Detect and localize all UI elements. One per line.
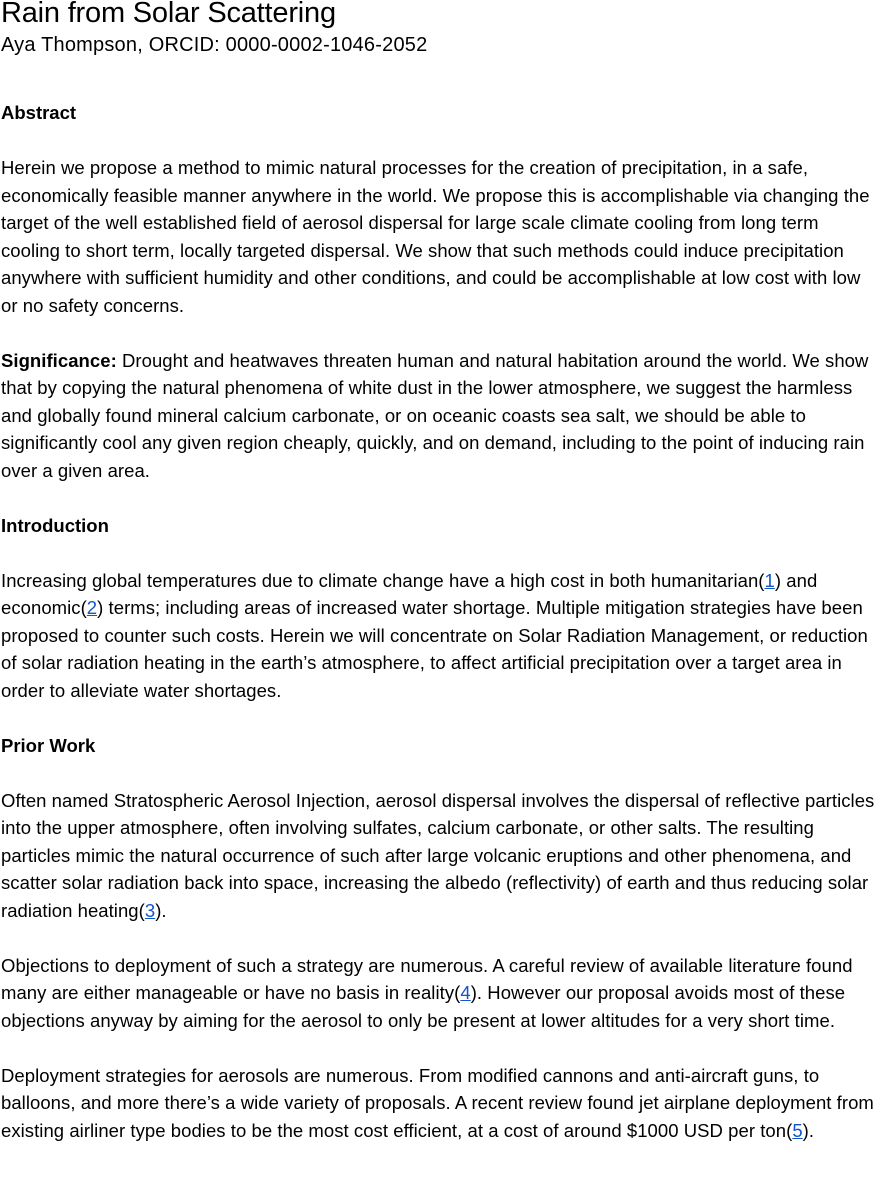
reference-link-2[interactable]: 2: [86, 597, 98, 618]
paper-title: Rain from Solar Scattering: [1, 0, 336, 29]
spacer: [1, 704, 880, 732]
prior-work-paragraph-1: [1, 787, 880, 925]
prior-work-paragraph-2: [1, 952, 880, 1035]
spacer: [1, 484, 880, 512]
prior-work-text-3a: Deployment strategies for aerosols are numerous. From modified cannons and anti-aircraft guns, to balloons, and more there’s a wide variety of proposals. A recent review found jet airplane deployment from existing airliner type bodies to be the most cost efficient, at a cost of around $1000 USD per ton(: [1, 1064, 874, 1141]
intro-text-3: ) terms; including areas of increased water shortage. Multiple mitigation strategies have been proposed to counter such costs. Herein we will concentrate on Solar Radiation Management, or reduction of solar radiation heating in the earth’s atmosphere, to affect artificial precipitation over a target area in order to alleviate water shortages.: [1, 597, 868, 701]
prior-work-paragraph-3: [1, 1062, 880, 1145]
spacer: [1, 319, 880, 347]
reference-link-3[interactable]: 3: [144, 899, 156, 921]
author-line: Aya Thompson, ORCID: 0000-0002-1046-2052: [1, 34, 428, 56]
prior-work-heading: Prior Work: [1, 734, 96, 756]
intro-text-1: Increasing global temperatures due to climate change have a high cost in both humanitarian(: [1, 569, 765, 591]
reference-link-1[interactable]: 1: [764, 569, 775, 591]
abstract-paragraph: Herein we propose a method to mimic natural processes for the creation of precipitation, in a safe, economically feasible manner anywhere in the world. We propose this is accomplishable via changing the target of the well established field of aerosol dispersal for large scale climate cooling from long term cooling to short term, locally targeted dispersal. We show that such methods could induce precipitation anywhere with sufficient humidity and other conditions, and could be accomplishable at low cost with low or no safety concerns.: [1, 157, 870, 316]
prior-work-text-3b: ).: [802, 1119, 815, 1141]
significance-text: Drought and heatwaves threaten human and natural habitation around the world. We show that by copying the natural phenomena of white dust in the lower atmosphere, we suggest the harmless and globally found mineral calcium carbonate, or on oceanic coasts sea salt, we should be able to significantly cool any given region cheaply, quickly, and on demand, including to the point of inducing rain over a given area.: [1, 349, 869, 481]
spacer: [1, 58, 880, 99]
intro-text-2: ) and economic(: [1, 569, 818, 618]
prior-work-text-2a: Objections to deployment of such a strategy are numerous. A careful review of available literature found many are either manageable or have no basis in reality(: [1, 954, 853, 1003]
prior-work-text-1b: ).: [155, 899, 167, 921]
introduction-heading: Introduction: [1, 514, 109, 536]
spacer: [1, 1034, 880, 1062]
significance-label: Significance:: [1, 349, 117, 371]
prior-work-text-2b: ). However our proposal avoids most of these objections anyway by aiming for the aerosol to only be present at lower altitudes for a very short time.: [1, 982, 846, 1031]
prior-work-text-1a: Often named Stratospheric Aerosol Injection, aerosol dispersal involves the dispersal of reflective particles into the upper atmosphere, often involving sulfates, calcium carbonate, or other salts. The resulting particles mimic the natural occurrence of such after large volcanic eruptions and other phenomena, and scatter solar radiation back into space, increasing the albedo (reflectivity) of earth and thus reducing solar radiation heating(: [1, 789, 875, 921]
introduction-paragraph: [1, 567, 880, 705]
spacer: [1, 127, 880, 155]
spacer: [1, 539, 880, 567]
significance-paragraph: [1, 347, 880, 485]
reference-link-4[interactable]: 4: [460, 982, 471, 1003]
spacer: [1, 924, 880, 952]
abstract-heading: Abstract: [1, 102, 77, 123]
spacer: [1, 759, 880, 787]
reference-link-5[interactable]: 5: [792, 1119, 803, 1141]
